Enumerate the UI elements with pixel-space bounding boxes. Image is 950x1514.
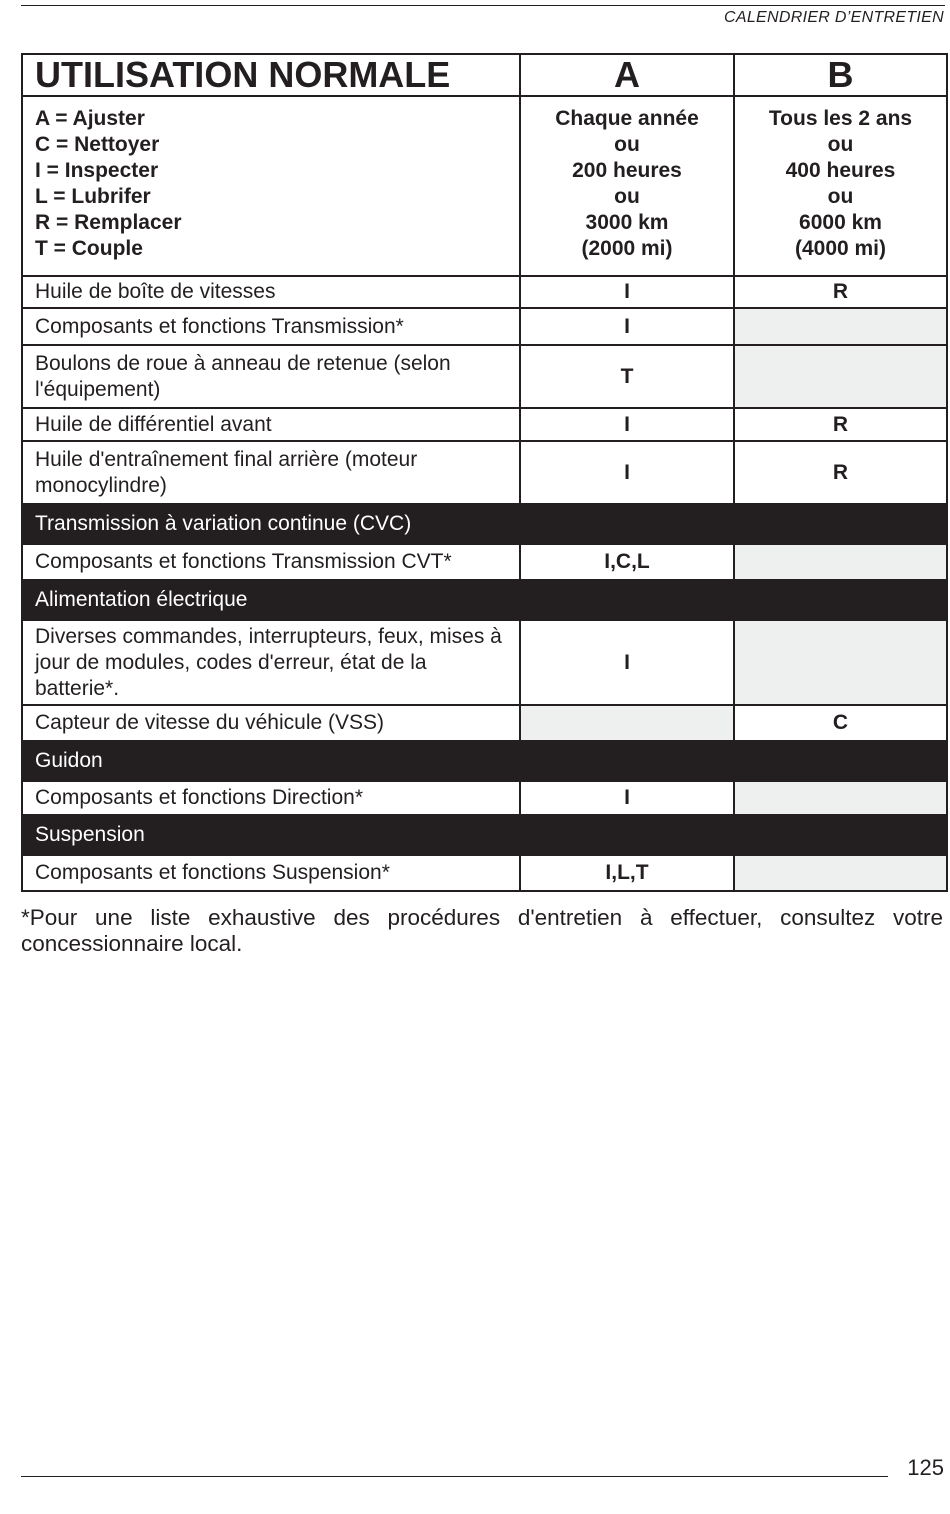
maintenance-schedule-table bbox=[21, 53, 948, 892]
interval-b-line: Tous les 2 ans bbox=[768, 107, 913, 130]
interval-b-value: C bbox=[734, 705, 947, 741]
interval-b-empty bbox=[734, 781, 947, 815]
legend-inspect: I = Inspecter bbox=[35, 159, 159, 182]
table-row bbox=[22, 408, 947, 441]
section-header-handlebar bbox=[22, 741, 947, 781]
running-header: CALENDRIER D’ENTRETIEN bbox=[724, 9, 944, 26]
interval-a-line: Chaque année bbox=[555, 107, 699, 130]
section-title: Alimentation électrique bbox=[22, 580, 947, 620]
interval-a-value: I bbox=[520, 781, 734, 815]
interval-a-value: I,L,T bbox=[520, 855, 734, 891]
legend-replace: R = Remplacer bbox=[35, 211, 182, 234]
item-label: Composants et fonctions Suspension* bbox=[22, 855, 520, 891]
item-label: Capteur de vitesse du véhicule (VSS) bbox=[22, 705, 520, 741]
interval-b-value: R bbox=[734, 441, 947, 504]
interval-a-value: I,C,L bbox=[520, 544, 734, 580]
table-row bbox=[22, 441, 947, 504]
interval-b-line: ou bbox=[827, 185, 854, 208]
footnote: *Pour une liste exhaustive des procédures d'entretien à effectuer, consultez votre concessionnaire local. bbox=[21, 905, 943, 956]
interval-a-value: T bbox=[520, 345, 734, 408]
item-label: Diverses commandes, interrupteurs, feux, mises à jour de modules, codes d'erreur, état de la batterie*. bbox=[22, 620, 520, 705]
interval-a-value: I bbox=[520, 308, 734, 345]
table-row bbox=[22, 276, 947, 308]
interval-a-value: I bbox=[520, 408, 734, 441]
interval-a-line: 3000 km bbox=[585, 211, 669, 234]
item-label: Composants et fonctions Transmission* bbox=[22, 308, 520, 345]
interval-b-empty bbox=[734, 620, 947, 705]
section-title: Suspension bbox=[22, 815, 947, 855]
page-number: 125 bbox=[907, 1455, 944, 1480]
table-row bbox=[22, 308, 947, 345]
legend-torque: T = Couple bbox=[35, 237, 143, 260]
item-label: Composants et fonctions Transmission CVT* bbox=[22, 544, 520, 580]
item-label: Huile d'entraînement final arrière (moteur monocylindre) bbox=[22, 441, 520, 504]
interval-a-line: 200 heures bbox=[572, 159, 682, 182]
table-title: UTILISATION NORMALE bbox=[22, 54, 520, 96]
legend-lubricate: L = Lubrifer bbox=[35, 185, 151, 208]
table-row bbox=[22, 345, 947, 408]
interval-b-empty bbox=[734, 544, 947, 580]
table-row bbox=[22, 544, 947, 580]
interval-a-value: I bbox=[520, 441, 734, 504]
interval-b-cell bbox=[734, 96, 947, 276]
interval-a-value: I bbox=[520, 620, 734, 705]
table-title-row bbox=[22, 54, 947, 96]
interval-a-line: ou bbox=[614, 133, 640, 156]
table-row bbox=[22, 781, 947, 815]
section-header-cvc bbox=[22, 504, 947, 544]
top-rule bbox=[21, 5, 945, 6]
interval-a-line: ou bbox=[614, 185, 640, 208]
section-title: Guidon bbox=[22, 741, 947, 781]
interval-a-cell bbox=[520, 96, 734, 276]
legend-clean: C = Nettoyer bbox=[35, 133, 160, 156]
legend-cell bbox=[22, 96, 520, 276]
section-header-electrical bbox=[22, 580, 947, 620]
interval-a-empty bbox=[520, 705, 734, 741]
bottom-rule bbox=[21, 1476, 888, 1477]
interval-b-empty bbox=[734, 308, 947, 345]
section-title: Transmission à variation continue (CVC) bbox=[22, 504, 947, 544]
legend-row bbox=[22, 96, 947, 276]
interval-b-value: R bbox=[734, 408, 947, 441]
interval-b-line: ou bbox=[827, 133, 854, 156]
interval-b-value: R bbox=[734, 276, 947, 308]
item-label: Boulons de roue à anneau de retenue (selon l'équipement) bbox=[22, 345, 520, 408]
table-row bbox=[22, 855, 947, 891]
interval-b-line: 6000 km bbox=[799, 211, 882, 234]
item-label: Composants et fonctions Direction* bbox=[22, 781, 520, 815]
interval-a-value: I bbox=[520, 276, 734, 308]
interval-b-empty bbox=[734, 345, 947, 408]
table-row bbox=[22, 620, 947, 705]
item-label: Huile de boîte de vitesses bbox=[22, 276, 520, 308]
interval-b-line: 400 heures bbox=[785, 159, 896, 182]
section-header-suspension bbox=[22, 815, 947, 855]
interval-b-empty bbox=[734, 855, 947, 891]
legend-adjust: A = Ajuster bbox=[35, 107, 145, 130]
column-b-header: B bbox=[734, 54, 947, 96]
item-label: Huile de différentiel avant bbox=[22, 408, 520, 441]
interval-a-line: (2000 mi) bbox=[581, 237, 673, 260]
interval-b-line: (4000 mi) bbox=[794, 237, 887, 260]
table-row bbox=[22, 705, 947, 741]
column-a-header: A bbox=[520, 54, 734, 96]
